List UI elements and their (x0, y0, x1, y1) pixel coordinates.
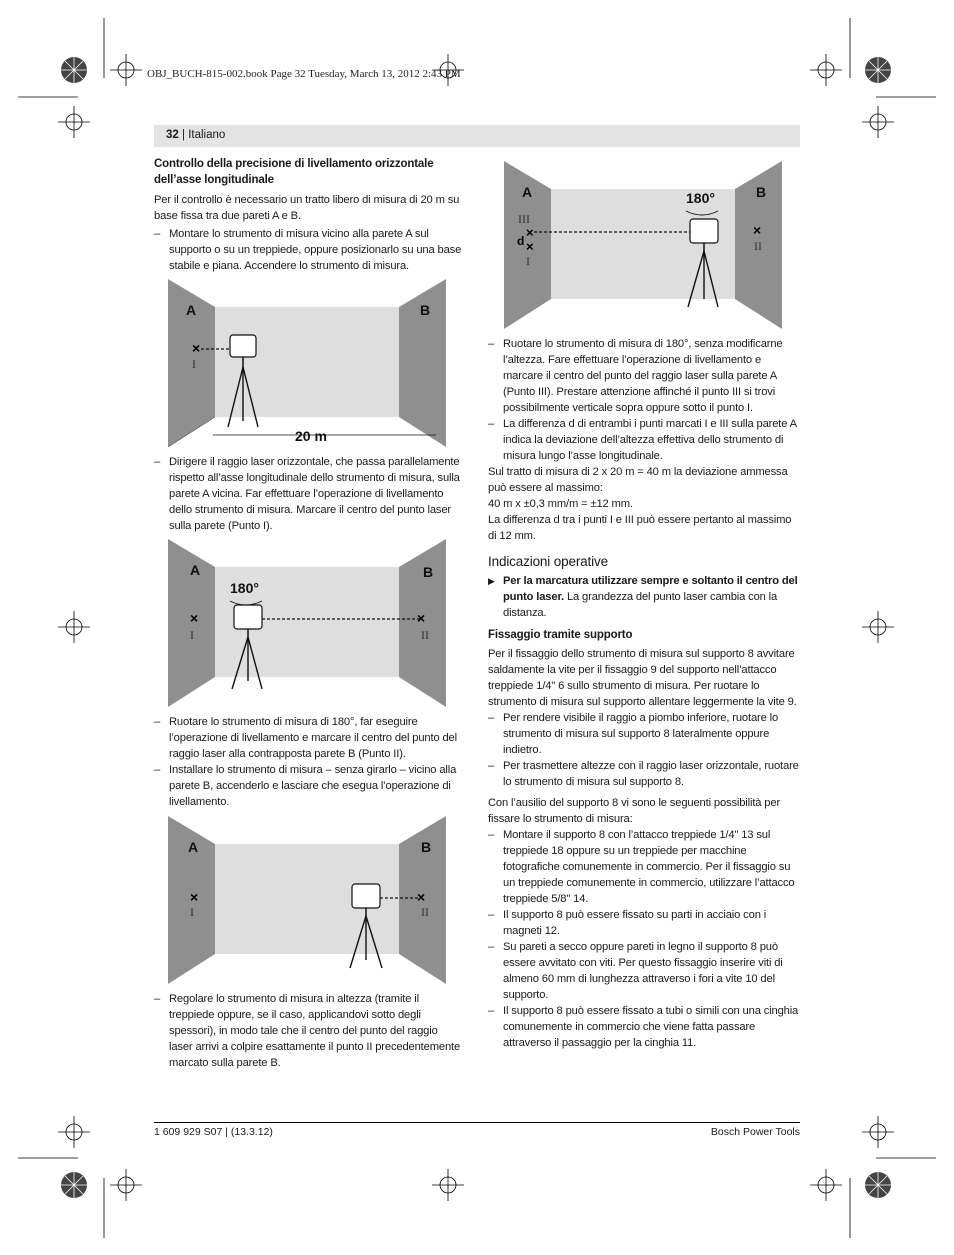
header-separator: | (178, 129, 189, 141)
laser-device-icon (234, 605, 262, 629)
wall-a-label: A (186, 302, 197, 318)
wall-b-label: B (420, 302, 431, 318)
rotation-label: 180° (230, 580, 259, 596)
right-column (488, 336, 800, 1051)
distance-label: 20 m (295, 428, 327, 444)
mark-x-icon: × (190, 610, 199, 626)
wall-a-label: A (190, 562, 201, 578)
mark-x-icon: × (526, 225, 534, 240)
intro-text: Per il controllo è necessario un tratto libero di misura di 20 m su base fissa tra due pareti A e B. (154, 194, 460, 222)
figure-3 (168, 816, 446, 986)
sub-heading: Fissaggio tramite supporto (488, 629, 633, 641)
wall-a-label: A (188, 839, 199, 855)
laser-device-icon (690, 219, 718, 243)
step-4: – Installare lo strumento di misura – senza girarlo – vicino alla parete B, accenderlo e lasciare che esegua l’operazione di livellamento. (154, 762, 464, 810)
header-language: Italiano (188, 129, 226, 141)
mark-x-icon: × (417, 610, 426, 626)
step-7: – La differenza d di entrambi i punti marcati I e III sulla parete A indica la deviazione dell’altezza effettiva dello strumento di misura lungo l’asse longitudinale. (488, 416, 800, 464)
left-column-2 (154, 454, 464, 534)
note-rest: La grandezza del punto laser cambia con la distanza. (503, 591, 778, 619)
footer-rule (154, 1122, 800, 1123)
page-number: 32 (166, 129, 179, 141)
bullet-3: – Montare il supporto 8 con l’attacco treppiede 1/4" 13 sul treppiede 18 oppure su un treppiede per macchine fotografiche comunemente in commercio. Per il fissaggio su un treppiede comunemente in commercio, utilizzare l’attacco treppiede 5/8" 14. (488, 827, 800, 907)
step-3: – Ruotare lo strumento di misura di 180°, far eseguire l’operazione di livellamento e marcare il centro del punto del raggio laser alla contrapposta parete B (Punto II). (154, 714, 464, 762)
figure-4 (504, 161, 782, 331)
mark-x-icon: × (192, 340, 201, 356)
figure-2 (168, 539, 446, 709)
paragraph-1: Per il fissaggio dello strumento di misura sul supporto 8 avvitare saldamente la vite per il fissaggio 9 del supporto nell’attacco treppiede 1/4" 6 sullo strumento di misura. Per ruotare lo strumento di misura sul supporto allentare leggermente la vite 9. (488, 648, 797, 708)
point-ii-label: II (754, 239, 762, 253)
bullet-6: – Il supporto 8 può essere fissato a tubi o simili con una cinghia comunemente in commercio che viene fatta passare attraverso il passaggio per la cinghia 11. (488, 1003, 800, 1051)
step-2: – Dirigere il raggio laser orizzontale, che passa parallelamente rispetto all’asse longitudinale dello strumento di misura, sulla parete A vicina. Far effettuare l’operazione di livellamento dello strumento di misura. Marcare il centro del punto laser sulla parete (Punto I). (154, 454, 464, 534)
calc-text-3: La differenza d tra i punti I e III può essere pertanto al massimo di 12 mm. (488, 514, 792, 542)
point-iii-label: III (518, 212, 530, 226)
rotation-label: 180° (686, 190, 715, 206)
left-column (154, 156, 464, 274)
step-1: – Montare lo strumento di misura vicino alla parete A sul supporto o su un treppiede, oppure posizionarlo su una base stabile e piana. Accendere lo strumento di misura. (154, 226, 464, 274)
step-5: – Regolare lo strumento di misura in altezza (tramite il treppiede oppure, se il caso, applicandovi sotto degli spessori), in modo tale che il centro del punto del raggio laser arrivi a colpire esattamente il punto II precedentemente marcato sulla parete B. (154, 991, 464, 1071)
bullet-4: – Il supporto 8 può essere fissato su parti in acciaio con i magneti 12. (488, 907, 800, 939)
bullet-1: – Per rendere visibile il raggio a piombo inferiore, ruotare lo strumento di misura sul supporto 8 lateralmente oppure indietro. (488, 710, 800, 758)
paragraph-2: Con l’ausilio del supporto 8 vi sono le seguenti possibilità per fissare lo strumento di misura: (488, 797, 781, 825)
section-title: Indicazioni operative (488, 554, 608, 569)
mark-x-icon: × (753, 222, 762, 238)
footer-code: 1 609 929 S07 | (13.3.12) (154, 1126, 273, 1138)
wall-b-label: B (423, 564, 434, 580)
note-bold: Per la marcatura utilizzare sempre e soltanto il centro del punto laser. (503, 575, 798, 603)
mark-x-icon: × (526, 239, 534, 254)
file-slug: OBJ_BUCH-815-002.book Page 32 Tuesday, March 13, 2012 2:43 PM (147, 68, 461, 80)
wall-b-label: B (421, 839, 432, 855)
bullet-2: – Per trasmettere altezze con il raggio laser orizzontale, ruotare lo strumento di misura sul supporto 8. (488, 758, 800, 790)
point-i-label: I (190, 905, 194, 919)
page-header (166, 129, 225, 141)
bullet-5: – Su pareti a secco oppure pareti in legno il supporto 8 può essere avvitato con viti. Per questo fissaggio inserire viti di almeno 60 mm di lunghezza attraverso i fori a vite 10 del supporto. (488, 939, 800, 1003)
point-i-label: I (192, 357, 196, 371)
diff-label: d (517, 234, 525, 248)
left-column-3 (154, 714, 464, 810)
wall-a-label: A (522, 184, 533, 200)
calc-text-1: Sul tratto di misura di 2 x 20 m = 40 m la deviazione ammessa può essere al massimo: (488, 466, 788, 494)
calc-text-2: 40 m x ±0,3 mm/m = ±12 mm. (488, 498, 633, 510)
laser-device-icon (352, 884, 380, 908)
note (488, 573, 800, 621)
point-i-label: I (526, 254, 530, 268)
laser-device-icon (230, 335, 256, 357)
left-column-4 (154, 991, 464, 1071)
header-bar (154, 125, 800, 147)
wall-b-label: B (756, 184, 767, 200)
mark-x-icon: × (417, 889, 426, 905)
section-heading: Controllo della precisione di livellamento orizzontale dell’asse longitudinale (154, 158, 434, 186)
step-6: – Ruotare lo strumento di misura di 180°, senza modificarne l’altezza. Fare effettuare l’operazione di livellamento e marcare il centro del punto del raggio laser sulla parete A (Punto III). Prestare attenzione affinché il punto III si trovi possibilmente verticale sopra oppure sotto il punto I. (488, 336, 800, 416)
point-i-label: I (190, 628, 194, 642)
mark-x-icon: × (190, 889, 199, 905)
footer-brand: Bosch Power Tools (710, 1126, 800, 1138)
point-ii-label: II (421, 905, 429, 919)
point-ii-label: II (421, 628, 429, 642)
figure-1 (168, 279, 446, 449)
